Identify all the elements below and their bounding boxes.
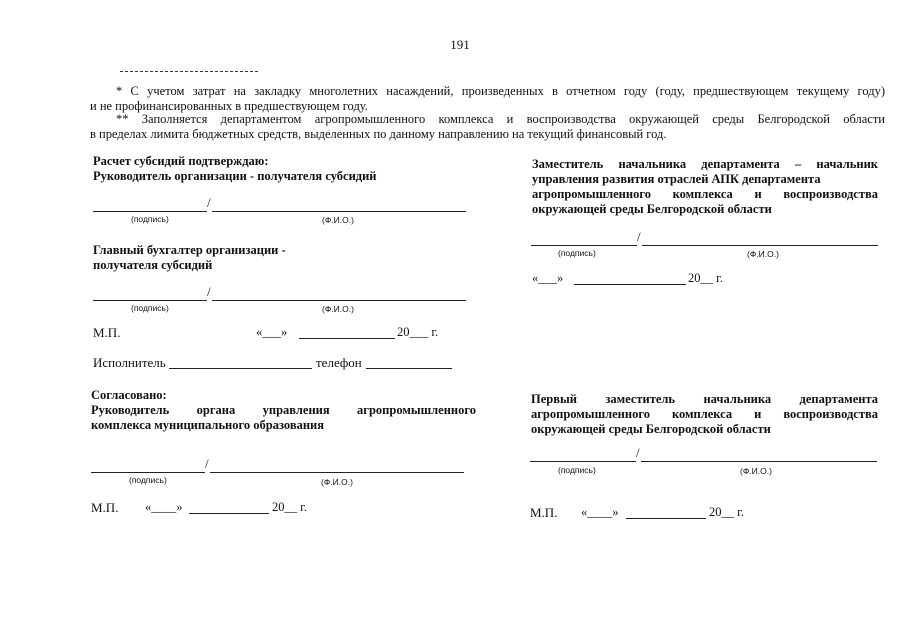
date-year: 20___ г. [397,325,439,339]
phone-line [366,368,452,369]
agreed-line-1: Руководитель органа управления агропромышленного [91,403,476,417]
deputy-title-line-4: окружающей среды Белгородской области [532,202,772,216]
signature-label: (подпись) [131,303,169,313]
date-month-line [574,284,686,285]
signature-label: (подпись) [558,465,596,475]
signature-label: (подпись) [558,248,596,258]
footnote-2 [90,112,885,141]
deputy-title-line-3: агропромышленного комплекса и воспроизводства [532,187,878,201]
footnote-2-line-1: ** Заполняется департаментом агропромышленного комплекса и воспроизводства окружающей среды Белгородской области [116,112,885,126]
footnote-1-line-1: * С учетом затрат на закладку многолетних насаждений, произведенных в отчетном году (году, предшествующем текущему году) [116,84,885,98]
fio-label: (Ф.И.О.) [322,304,354,314]
signature-separator: / [207,195,211,210]
signature-label: (подпись) [129,475,167,485]
footnote-2-line-2: в пределах лимита бюджетных средств, выделенных по данному направлению на текущий финансовый год. [90,126,667,141]
date-day: «____» [145,500,183,514]
signature-line [530,461,636,462]
confirm-title: Расчет субсидий подтверждаю: [93,154,269,168]
first-deputy-title-line-1: Первый заместитель начальника департамента [531,392,878,406]
head-title: Руководитель организации - получателя субсидий [93,169,377,183]
fio-line [210,472,464,473]
phone-label: телефон [316,355,362,370]
date-day: «___» [256,325,288,339]
signature-separator: / [636,445,640,460]
stamp-place-label: М.П. [93,325,121,340]
fio-line [212,300,466,301]
first-deputy-title-line-2: агропромышленного комплекса и воспроизводства [531,407,878,421]
fio-line [212,211,466,212]
footnote-1 [90,84,885,113]
signature-separator: / [205,456,209,471]
fio-label: (Ф.И.О.) [740,466,772,476]
footnote-separator [120,71,258,72]
agreed-line-2: комплекса муниципального образования [91,418,325,432]
footnote-1-line-2: и не профинансированных в предшествующем году. [90,98,368,113]
deputy-title-line-2: управления развития отраслей АПК департамента [532,172,821,186]
stamp-place-label: М.П. [530,505,558,520]
date-day: «___» [532,271,564,285]
date-year: 20__ г. [272,500,307,514]
signature-separator: / [207,284,211,299]
agreed-title: Согласовано: [91,388,167,402]
executor-line [169,368,312,369]
stamp-place-label: М.П. [91,500,119,515]
date-month-line [626,518,706,519]
fio-label: (Ф.И.О.) [747,249,779,259]
fio-label: (Ф.И.О.) [322,215,354,225]
fio-line [641,461,877,462]
first-deputy-title-line-3: окружающей среды Белгородской области [531,422,771,436]
signature-label: (подпись) [131,214,169,224]
date-year: 20__ г. [709,505,744,519]
fio-label: (Ф.И.О.) [321,477,353,487]
fio-line [642,245,878,246]
accountant-title-line-2: получателя субсидий [93,258,213,272]
executor-label: Исполнитель [93,355,166,370]
accountant-title-line-1: Главный бухгалтер организации - [93,243,286,257]
signature-separator: / [637,229,641,244]
date-day: «____» [581,505,619,519]
date-year: 20__ г. [688,271,723,285]
date-month-line [299,338,395,339]
page-number: 191 [450,37,470,52]
deputy-title-line-1: Заместитель начальника департамента – начальник [532,157,878,171]
date-month-line [189,513,269,514]
